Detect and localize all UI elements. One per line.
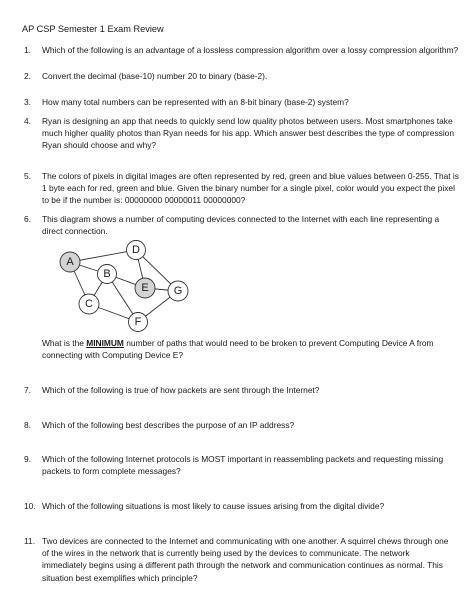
question-text: Two devices are connected to the Internet and communicating with one another. A squirrel chews through one: [42, 536, 449, 546]
question-text: Ryan is designing an app that needs to quickly send low quality photos between users. Most smartphones take: [42, 116, 453, 126]
question-text: [42, 337, 434, 349]
question-2: [24, 70, 268, 82]
question-text: Which of the following is an advantage of a lossless compression algorithm over a lossy compression algorithm?: [42, 45, 459, 55]
node-label-f: F: [134, 316, 142, 328]
followup-after: number of paths that would need to be broken to prevent Computing Device A from: [123, 338, 434, 348]
document-title: AP CSP Semester 1 Exam Review: [22, 24, 164, 34]
question-number: 8.: [24, 420, 31, 430]
node-label-a: A: [66, 256, 74, 268]
question-5: [24, 170, 459, 207]
question-text: The colors of pixels in digital images are often represented by red, green and blue values between 0-255. That is: [42, 171, 459, 181]
question-number: 4.: [24, 116, 31, 126]
question-text: to be if the number is: 00000000 00000011 00000000?: [42, 195, 246, 206]
question-text: 1 byte each for red, green and blue. Given the binary number for a single pixel, color would you expect the pixel: [42, 183, 455, 194]
question-7: [24, 384, 320, 396]
question-text: Which of the following best describes the purpose of an IP address?: [42, 420, 295, 430]
node-label-d: D: [132, 244, 140, 256]
question-number: 3.: [24, 97, 31, 107]
question-6: [24, 213, 440, 237]
device-nodes: [60, 241, 188, 332]
question-number: 10.: [24, 501, 36, 511]
question-text: Which of the following Internet protocols is MOST important in reassembling packets and requesting missing: [42, 454, 444, 464]
question-number: 6.: [24, 214, 31, 224]
followup-before: What is the: [42, 338, 87, 348]
question-text: of the wires in the network that is currently being used by the devices to communicate. The network: [42, 548, 410, 559]
question-text: situation best exemplifies which principle?: [42, 572, 198, 583]
question-number: 9.: [24, 454, 31, 464]
question-text: Ryan should choose and why?: [42, 140, 157, 151]
question-text: direct connection.: [42, 226, 108, 237]
node-label-c: C: [85, 298, 93, 310]
question-text: connecting with Computing Device E?: [42, 350, 184, 361]
node-label-g: G: [173, 285, 183, 297]
node-label-b: B: [103, 268, 111, 280]
question-text: Convert the decimal (base-10) number 20 to binary (base-2).: [42, 71, 268, 81]
question-number: 11.: [24, 536, 36, 546]
question-number: 2.: [24, 71, 31, 81]
question-6-followup: [42, 337, 434, 361]
question-text: immediately begins using a different path through the network and communication continues as normal. This: [42, 560, 443, 571]
question-3: [24, 96, 349, 108]
question-text: much higher quality photos than Ryan needs for his app. Which answer best describes the type of compression: [42, 128, 454, 139]
question-4: [24, 115, 454, 152]
question-9: [24, 453, 444, 477]
question-8: [24, 419, 295, 431]
question-number: 5.: [24, 171, 31, 181]
question-11: [24, 535, 449, 584]
question-number: 7.: [24, 385, 31, 395]
question-number: 1.: [24, 45, 31, 55]
question-text: Which of the following is true of how packets are sent through the Internet?: [42, 385, 320, 395]
question-text: packets to form complete messages?: [42, 466, 181, 477]
question-text: How many total numbers can be represented with an 8-bit binary (base-2) system?: [42, 97, 349, 107]
followup-emphasis: MINIMUM: [86, 338, 124, 348]
question-1: [24, 44, 459, 56]
network-diagram: [48, 236, 208, 336]
node-labels: [66, 244, 182, 328]
node-label-e: E: [141, 282, 149, 294]
question-text: This diagram shows a number of computing devices connected to the Internet with each line representing a: [42, 214, 440, 224]
question-10: [24, 500, 385, 512]
question-text: Which of the following situations is most likely to cause issues arising from the digital divide?: [42, 501, 385, 511]
